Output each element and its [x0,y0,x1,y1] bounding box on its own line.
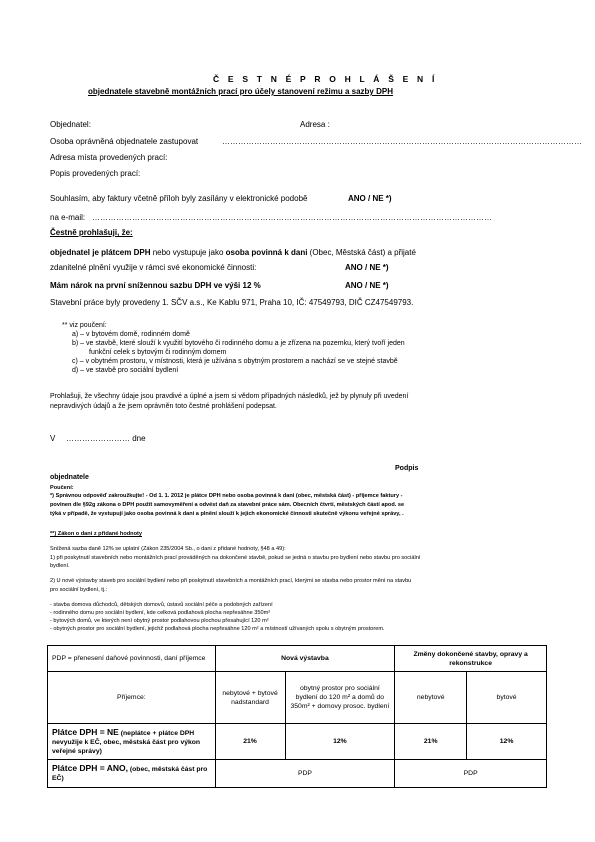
adresa-mista-label: Adresa místa provedených prací: [50,153,168,162]
table-header-pdp: PDP = přenesení daňové povinnosti, daní příjemce [48,646,216,672]
platce-rest: (Obec, Městská část) a přijaté [307,248,416,257]
table-cell: 21% [215,724,285,760]
table-cell: 12% [285,724,395,760]
row2-label-bold: Plátce DPH = ANO, [52,763,128,773]
paragraph-platce [50,248,416,257]
stavebni-prace-text: Stavební práce byly provedeny 1. SČV a.s., Ke Kablu 971, Praha 10, IČ: 47549793, DIČ CZ47549793. [50,298,414,307]
row2-label-rest: (obec, městská část pro EČ) [52,766,208,782]
zakon-line-2: 1) při poskytnutí stavebních nebo montážních prací prováděných na dokončené stavbě, pokud se jedná o stavbu pro bydlení nebo stavbu pro sociální [50,555,421,561]
pdp-table [47,645,547,788]
snizena-sazba-choice[interactable]: ANO / NE *) [345,281,389,290]
pouceni-line-3: týká v případě, že vystupují jako osoba povinná k dani a plnění slouží k jejich ekonomické činnosti skutečně výkonu veřejné správy, . [50,511,404,517]
row1-label-bold: Plátce DPH = NE [52,726,119,737]
osoba-dots: ……………………………………………………………………………………………………………………… [222,137,582,146]
zakon-line-9: - obytných prostor pro sociální bydlení, jejichž podlahová plocha nepřesáhne 120 m² a místností užívaných spolu s obytným prostorem. [50,626,385,632]
pouceni-line-2: povinen dle §92g zákona o DPH použít samovyměření a odvést daň za stavební práce sám. Obecních čtvrtí, městských částí apod. se [50,502,405,508]
v-date-dots: …………………… dne [66,434,146,443]
note-d: d) – ve stavbě pro sociální bydlení [72,367,179,374]
v-label: V [50,434,56,443]
table-cell: 21% [395,724,467,760]
podpis-objednatele-label: objednatele [50,474,89,481]
table-cell-pdp-zmeny: PDP [395,760,547,788]
zakon-line-4: 2) U nové výstavby staveb pro sociální bydlení nebo při poskytnutí stavebních a montážních prací, kterými se stavba nebo prostor mění na stavbu [50,578,412,584]
souhlas-text: Souhlasím, aby faktury včetně příloh byly zasílány v elektronické podobě [50,194,308,203]
note-c: c) – v obytném prostoru, v místnosti, která je užívána s obytným prostorem a nachází se ve stejné stavbě [72,358,398,365]
table-cell-pdp-nova: PDP [215,760,395,788]
zakon-line-3: bydlení. [50,563,70,569]
table-header-zmeny: Změny dokončené stavby, opravy a rekonstrukce [395,646,547,672]
table-row-neplatce [48,724,216,760]
email-label: na e-mail: [50,213,86,222]
table-row-platce [48,760,216,788]
table-header-nova: Nová výstavba [215,646,395,672]
paragraph-platce-line2: zdanitelné plnění využije v rámci své ekonomické činnosti: [50,263,257,272]
note-a: a) – v bytovém domě, rodinném domě [72,331,190,338]
podpis-label: Podpis [395,465,419,472]
note-b: b) – ve stavbě, které slouží k využití bytového či rodinného domu a je zřízena na pozemku, který tvoří jeden [72,340,405,347]
prohlaseni-line2: nepravdivých údajů a že jsem oprávněn toto čestné prohlášení podepsat. [50,403,277,410]
note-b-cont: funkční celek s bytovým či rodinným domem [89,349,227,356]
table-col-nebytove-bytove: nebytové + bytové nadstandard [215,672,285,724]
zakon-line-8: - bytových domů, ve kterých není obytný prostor podlahovou plochou přesahující 120 m² [50,618,269,624]
cestne-header: Čestně prohlašuji, že: [50,228,133,237]
osoba-label: Osoba oprávněná objednatele zastupovat [50,137,199,146]
platce-choice[interactable]: ANO / NE *) [345,263,389,272]
table-col-obytny: obytný prostor pro sociální bydlení do 120 m² a domů do 350m² + domovy prosoc. bydlení [285,672,395,724]
popis-label: Popis provedených prací: [50,169,141,178]
prohlaseni-line1: Prohlašuji, že všechny údaje jsou pravdivé a úplné a jsem si vědom případných následků, jež by plynuly při uvedení [50,393,409,400]
pouceni-line-1: *) Správnou odpověď zakroužkujte! - Od 1. 1. 2012 je plátce DPH nebo osoba povinná k dani (obec, městská část) - příjemce faktury - [50,493,403,499]
objednatel-label: Objednatel: [50,120,91,129]
zakon-line-7: - rodinného domu pro sociální bydlení, kde celková podlahová plocha nepřesáhne 350m² [50,610,271,616]
row1-label-rest: (neplátce + plátce DPH nevyužije k EČ, obec, městská část pro výkon veřejné správy) [52,729,201,755]
notes-head: ** viz poučení: [62,322,107,329]
adresa-label: Adresa : [300,120,330,129]
page-title: Č E S T N É P R O H L Á Š E N Í [213,74,438,84]
zakon-line-6: - stavba domova důchodců, dětských domovů, ústavů sociální péče a podobných zařízení [50,602,273,608]
zakon-line-5: pro sociální bydlení, tj.: [50,587,108,593]
table-col-nebytove: nebytové [395,672,467,724]
page-subtitle: objednatele stavebně montážních prací pro účely stanovení režimu a sazby DPH [88,87,393,96]
pouceni-head: Poučení: [50,485,74,491]
souhlas-choice[interactable]: ANO / NE *) [348,194,392,203]
snizena-sazba-text: Mám nárok na první snížennou sazbu DPH ve výši 12 % [50,281,261,290]
table-cell: 12% [467,724,547,760]
table-col-prijemce: Příjemce: [48,672,216,724]
email-dots: …………………………………………………………………………………………………………………………………… [92,213,492,222]
zakon-head: **) Zákon o dani z přidané hodnoty [50,531,142,537]
table-col-bytove: bytové [467,672,547,724]
platce-bold: objednatel je plátcem DPH [50,248,151,257]
zakon-line-1: Snížená sazba daně 12% se uplatní (Zákon 235/2004 Sb., o dani z přidané hodnoty, §48 a 49): [50,546,286,552]
osoba-povinna-bold: osoba povinná k dani [225,248,308,257]
platce-mid: nebo vystupuje jako [150,248,226,257]
